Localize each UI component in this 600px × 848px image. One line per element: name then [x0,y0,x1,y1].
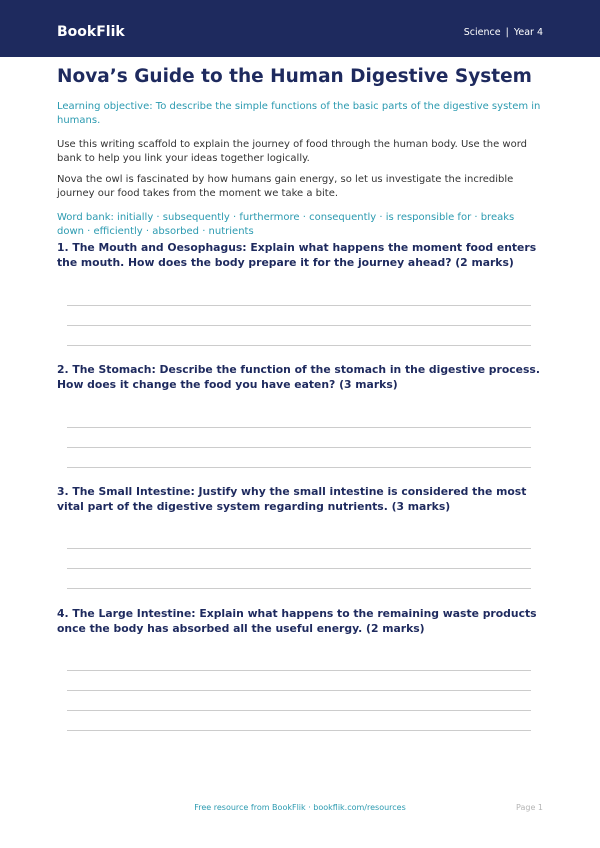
answer-line[interactable] [67,467,531,468]
answer-line[interactable] [67,345,531,346]
question-text: 2. The Stomach: Describe the function of the stomach in the digestive process. How does it change the food you have eaten? (3 marks) [57,363,540,391]
meta-separator: | [505,27,509,38]
learning-objective: Learning objective: To describe the simple functions of the basic parts of the digestive system in humans. [57,101,541,126]
answer-line[interactable] [67,325,531,326]
intro-section [57,65,543,239]
subject-label: Science [463,27,501,38]
header-bar [0,0,600,57]
answer-line[interactable] [67,710,531,711]
question-text: 1. The Mouth and Oesophagus: Explain what happens the moment food enters the mouth. How does the body prepare it for the journey ahead? (2 marks) [57,241,537,269]
answer-line[interactable] [67,588,531,589]
brand-logo[interactable]: BookFlik [57,24,125,40]
footer [0,802,600,816]
answer-line[interactable] [67,730,531,731]
question-4 [57,607,543,636]
answer-line[interactable] [67,690,531,691]
intro-text: Nova the owl is fascinated by how humans gain energy, so let us investigate the incredible journey our food takes from the moment we take a bite. [57,174,514,199]
page-number: Page 1 [516,803,543,812]
answer-line[interactable] [67,568,531,569]
word-bank: Word bank: initially · subsequently · furthermore · consequently · is responsible for · breaks down · efficiently · absorbed · nutrients [57,212,515,237]
footer-link[interactable]: Free resource from BookFlik · bookflik.com/resources [194,803,406,812]
answer-line[interactable] [67,447,531,448]
answer-line[interactable] [67,670,531,671]
question-1 [57,241,543,270]
answer-line[interactable] [67,305,531,306]
instructions-text: Use this writing scaffold to explain the journey of food through the human body. Use the word bank to help you link your ideas together logically. [57,139,527,164]
question-text: 4. The Large Intestine: Explain what happens to the remaining waste products once the body has absorbed all the useful energy. (2 marks) [57,607,537,635]
answer-line[interactable] [67,427,531,428]
answer-line[interactable] [67,548,531,549]
subject-year [464,27,543,39]
question-3 [57,485,543,514]
question-text: 3. The Small Intestine: Justify why the small intestine is considered the most vital part of the digestive system regarding nutrients. (3 marks) [57,485,527,513]
year-label: Year 4 [513,27,543,38]
question-2 [57,363,543,392]
page-title: Nova’s Guide to the Human Digestive System [57,66,532,87]
